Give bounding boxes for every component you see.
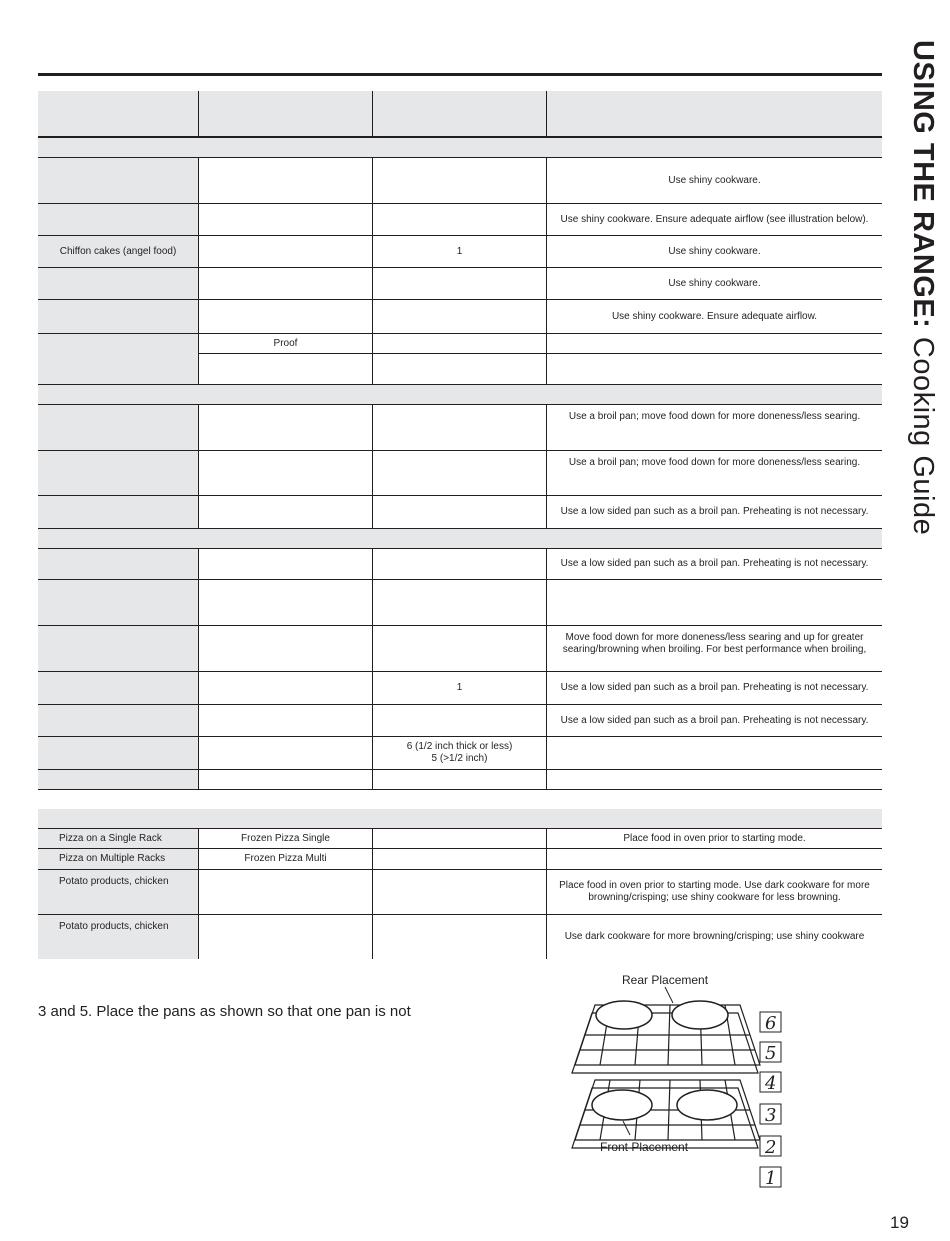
tip-cell: Use a low sided pan such as a broil pan. Preheating is not necessary. xyxy=(546,705,882,736)
food-cell: Chiffon cakes (angel food) xyxy=(38,236,198,267)
table-row xyxy=(38,626,882,672)
rack-number-5: 5 xyxy=(765,1043,777,1064)
section-title-bold: USING THE RANGE: xyxy=(907,40,939,329)
table-row xyxy=(38,549,882,580)
food-cell: Potato products, chicken xyxy=(38,870,198,914)
top-rule xyxy=(38,73,882,76)
rack-number-6: 6 xyxy=(765,1013,777,1034)
tip-cell: Use a low sided pan such as a broil pan. Preheating is not necessary. xyxy=(546,496,882,528)
rack-number-3: 3 xyxy=(765,1105,777,1126)
table-row xyxy=(38,580,882,626)
section-band xyxy=(38,138,882,158)
rack-number-2: 2 xyxy=(765,1137,777,1158)
tip-cell: Use a low sided pan such as a broil pan. Preheating is not necessary. xyxy=(546,672,882,704)
table-row xyxy=(38,158,882,204)
rear-pan-right xyxy=(672,1001,728,1029)
rear-placement-arrow xyxy=(665,987,673,1003)
table-row xyxy=(38,268,882,300)
table-row xyxy=(38,770,882,790)
food-cell: Pizza on a Single Rack xyxy=(38,829,198,848)
table-row xyxy=(38,705,882,737)
tip-cell: Use dark cookware for more browning/crisping; use shiny cookware xyxy=(546,915,882,959)
tip-cell: Use a low sided pan such as a broil pan. Preheating is not necessary. xyxy=(546,549,882,579)
rack-cell: 1 xyxy=(372,672,546,704)
food-cell: Pizza on Multiple Racks xyxy=(38,849,198,869)
table-row xyxy=(38,737,882,770)
table-row xyxy=(38,204,882,236)
tip-cell: Use shiny cookware. xyxy=(546,158,882,203)
table-row xyxy=(38,829,882,849)
mode-cell: Frozen Pizza Single xyxy=(198,829,372,848)
rack-cell: 1 xyxy=(372,236,546,267)
tip-cell: Place food in oven prior to starting mode. xyxy=(546,829,882,848)
table-row xyxy=(38,300,882,334)
front-placement-label: Front Placement xyxy=(600,1140,689,1154)
rack-number-1: 1 xyxy=(765,1168,777,1189)
table-row xyxy=(38,496,882,529)
front-placement-arrow xyxy=(623,1121,630,1135)
section-band xyxy=(38,385,882,405)
tip-cell: Move food down for more doneness/less searing and up for greater searing/browning when broiling. For best performance when broiling, xyxy=(546,626,882,671)
table-row xyxy=(38,334,882,385)
section-title-light: Cooking Guide xyxy=(907,328,939,536)
blank-row xyxy=(38,790,882,809)
tip-cell: Use shiny cookware. xyxy=(546,268,882,299)
tip-cell: Place food in oven prior to starting mode. Use dark cookware for more browning/crisping; use shiny cookware for less browning. xyxy=(546,870,882,914)
table-header xyxy=(38,91,882,138)
food-cell: Potato products, chicken xyxy=(38,915,198,959)
front-pan-right xyxy=(677,1090,737,1120)
tip-cell: Use a broil pan; move food down for more doneness/less searing. xyxy=(546,405,882,450)
rack-placement-diagram xyxy=(540,965,800,1195)
rack-number-4: 4 xyxy=(765,1073,777,1094)
table-row xyxy=(38,236,882,268)
rear-pan-left xyxy=(596,1001,652,1029)
table-row xyxy=(38,405,882,451)
rack-cell: 6 (1/2 inch thick or less) 5 (>1/2 inch) xyxy=(372,737,546,769)
rack-illustration xyxy=(540,965,800,1195)
mode-cell: Proof xyxy=(198,334,372,354)
mode-cell: Frozen Pizza Multi xyxy=(198,849,372,869)
section-band xyxy=(38,809,882,829)
rear-placement-label: Rear Placement xyxy=(622,973,709,987)
table-row xyxy=(38,672,882,705)
table-row xyxy=(38,915,882,959)
placement-note: 3 and 5. Place the pans as shown so that one pan is not xyxy=(38,1003,411,1020)
page-number: 19 xyxy=(890,1213,909,1232)
tip-cell: Use shiny cookware. Ensure adequate airflow. xyxy=(546,300,882,333)
tip-cell: Use shiny cookware. xyxy=(546,236,882,267)
table-row xyxy=(38,849,882,870)
tip-cell: Use a broil pan; move food down for more doneness/less searing. xyxy=(546,451,882,495)
table-row xyxy=(38,451,882,496)
front-pan-left xyxy=(592,1090,652,1120)
section-title xyxy=(903,40,943,580)
section-band xyxy=(38,529,882,549)
tip-cell: Use shiny cookware. Ensure adequate airflow (see illustration below). xyxy=(546,204,882,235)
table-row xyxy=(38,870,882,915)
